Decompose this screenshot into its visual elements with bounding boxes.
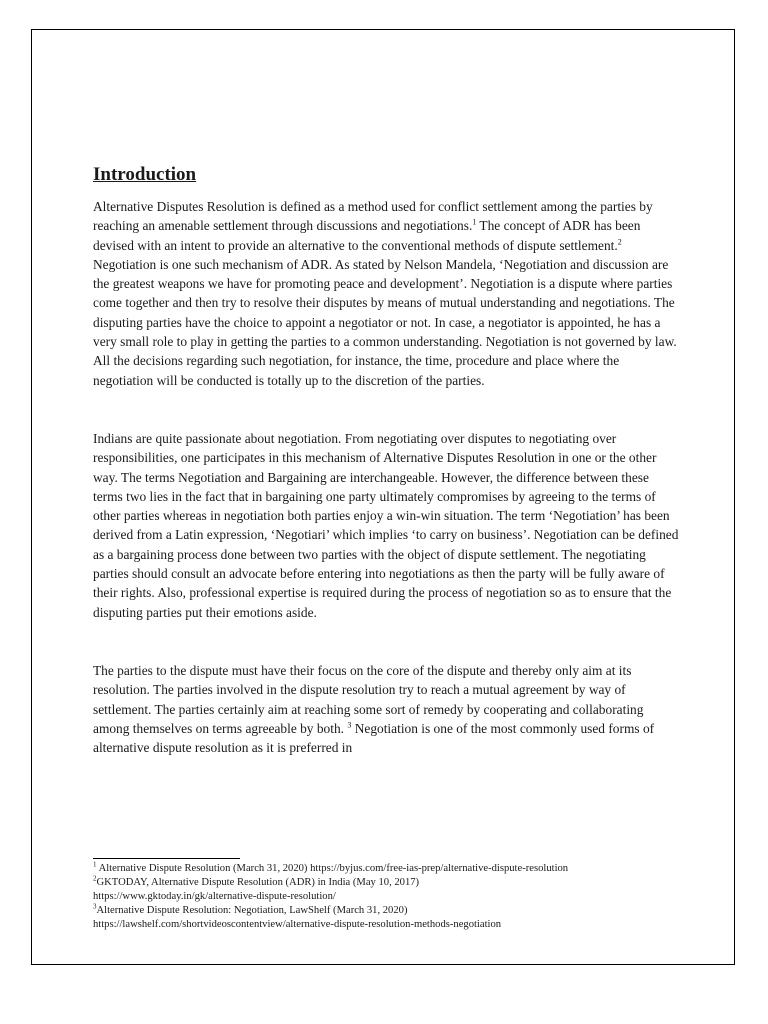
paragraph: [93, 661, 679, 757]
footnote-mark: 2: [93, 874, 97, 883]
footnote-text: GKTODAY, Alternative Dispute Resolution (ADR) in India (May 10, 2017): [96, 877, 420, 888]
footnote-ref[interactable]: 2: [617, 237, 622, 247]
footnote-text[interactable]: Alternative Dispute Resolution (March 31, 2020) https://byjus.com/free-ias-prep/alternative-dispute-resolution: [96, 863, 569, 874]
document-body: [93, 164, 679, 757]
paragraph-list: [93, 197, 679, 757]
paragraph-text: Alternative Disputes Resolution is defined as a method used for conflict settlement among the parties by reaching an amenable settlement through discussions and negotiations.: [93, 199, 653, 234]
footnote: [93, 918, 693, 932]
footnotes: [93, 858, 693, 932]
footnote: [93, 890, 693, 904]
paragraph: [93, 429, 679, 622]
footnote-list: [93, 862, 693, 932]
paragraph-text: Negotiation is one such mechanism of ADR. As stated by Nelson Mandela, ‘Negotiation and discussion are the greatest weapons we have for promoting peace and development’. Negotiation is a dispute where parties come together and then try to resolve their disputes by means of mutual understanding and negotiations. The disputing parties have the choice to appoint a negotiator or not. In case, a negotiator is appointed, he has a very small role to play in getting the parties to a common understanding. Negotiation is not governed by law. All the decisions regarding such negotiation, for instance, the time, procedure and place where the negotiation will be conducted is totally up to the discretion of the parties.: [93, 256, 677, 388]
paragraph-text: The concept of ADR has been devised with an intent to provide an alternative to the conventional methods of dispute settlement.: [93, 218, 641, 253]
footnote-text[interactable]: https://www.gktoday.in/gk/alternative-dispute-resolution/: [93, 891, 336, 902]
footnote-mark: 3: [93, 902, 97, 911]
footnote-ref[interactable]: 1: [472, 217, 477, 227]
paragraph-text: Negotiation is one of the most commonly used forms of alternative dispute resolution as it is preferred in: [93, 720, 655, 756]
footnote: [93, 904, 693, 918]
footnote-ref[interactable]: 3: [347, 720, 352, 730]
footnote-mark: 1: [93, 860, 97, 869]
footnote: [93, 876, 693, 890]
footnote-text[interactable]: https://lawshelf.com/shortvideoscontentview/alternative-dispute-resolution-methods-negotiation: [93, 919, 502, 930]
section-heading: Introduction: [93, 164, 197, 185]
paragraph-text: The parties to the dispute must have their focus on the core of the dispute and thereby only aim at its resolution. The parties involved in the dispute resolution try to reach a mutual agreement by way of settlement. The parties certainly aim at reaching some sort of remedy by cooperating and collaborating among themselves on terms agreeable by both.: [93, 662, 644, 736]
paragraph-text: Indians are quite passionate about negotiation. From negotiating over disputes to negotiating over responsibilities, one participates in this mechanism of Alternative Disputes Resolution in one or the other way. The terms Negotiation and Bargaining are interchangeable. However, the difference between these terms two lies in the fact that in bargaining one party ultimately compromises by agreeing to the terms of other parties whereas in negotiation both parties enjoy a win-win situation. The term ‘Negotiation’ has been derived from a Latin expression, ‘Negotiari’ which implies ‘to carry on business’. Negotiation can be defined as a bargaining process done between two parties with the object of dispute settlement. The negotiating parties should consult an advocate before entering into negotiations as then the party will be fully aware of their rights. Also, professional expertise is required during the process of negotiation so as to ensure that the disputing parties put their emotions aside.: [93, 430, 679, 620]
footnote: [93, 862, 693, 876]
paragraph: [93, 197, 679, 390]
footnote-separator: [93, 858, 240, 859]
footnote-text: Alternative Dispute Resolution: Negotiation, LawShelf (March 31, 2020): [96, 905, 408, 916]
